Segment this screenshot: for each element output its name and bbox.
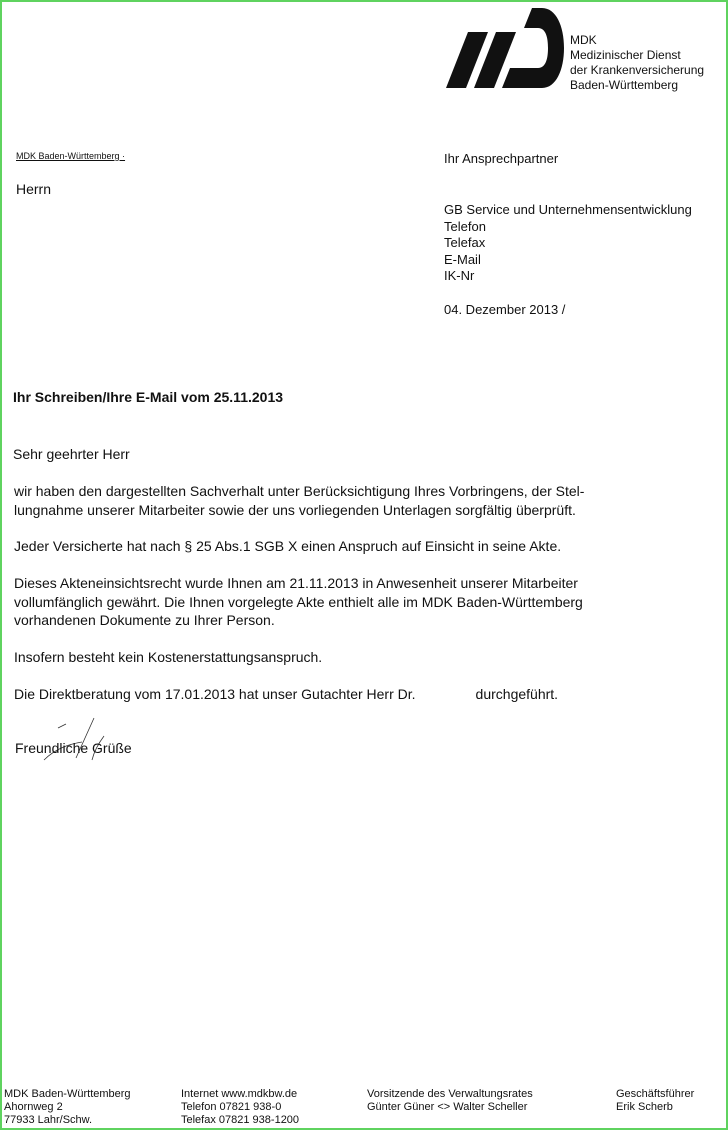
body-line: Dieses Akteneinsichtsrecht wurde Ihnen am 21.11.2013 in Anwesenheit unserer Mitarbeiter <box>14 575 578 591</box>
letter-date: 04. Dezember 2013 / <box>444 302 566 317</box>
org-line: Baden-Württemberg <box>570 78 679 92</box>
footer-management <box>616 1088 694 1114</box>
org-line: der Krankenversicherung <box>570 63 705 77</box>
org-line: MDK <box>570 33 597 47</box>
contact-ik-label: IK-Nr <box>444 268 475 283</box>
contact-department: GB Service und Unternehmensentwicklung <box>444 202 692 217</box>
footer-line: Erik Scherb <box>616 1101 673 1113</box>
footer-contact <box>181 1088 299 1127</box>
sender-return-line: MDK Baden-Württemberg · <box>16 151 126 161</box>
salutation: Sehr geehrter Herr <box>13 446 130 462</box>
body-line: Insofern besteht kein Kostenerstattungsanspruch. <box>14 649 323 665</box>
paragraph-consultation <box>14 685 714 704</box>
contact-fax-label: Telefax <box>444 235 486 250</box>
contact-heading: Ihr Ansprechpartner <box>444 151 559 166</box>
footer-line: 77933 Lahr/Schw. <box>4 1114 93 1126</box>
footer-line: MDK Baden-Württemberg <box>4 1088 131 1100</box>
signature-scribble-icon <box>36 714 126 764</box>
org-line: Medizinischer Dienst <box>570 48 681 62</box>
consultation-text-end: durchgeführt. <box>475 686 559 702</box>
mdk-logo-icon <box>446 6 566 90</box>
contact-email-label: E-Mail <box>444 251 481 267</box>
footer-fax: Telefax 07821 938-1200 <box>181 1114 300 1126</box>
recipient: Herrn <box>16 181 52 197</box>
footer-line: Vorsitzende des Verwaltungsrates <box>367 1088 533 1100</box>
paragraph-access-granted <box>14 574 714 630</box>
footer-board <box>367 1088 533 1114</box>
org-name-block <box>570 33 704 93</box>
footer-website: Internet www.mdkbw.de <box>181 1088 298 1100</box>
footer-phone: Telefon 07821 938-0 <box>181 1101 282 1113</box>
footer-line: Geschäftsführer <box>616 1088 695 1100</box>
footer-address <box>4 1088 131 1127</box>
contact-phone-label: Telefon <box>444 218 486 234</box>
paragraph-no-reimbursement <box>14 648 714 667</box>
body-line <box>14 685 714 704</box>
footer-line: Günter Güner <> Walter Scheller <box>367 1101 528 1113</box>
letter-subject: Ihr Schreiben/Ihre E-Mail vom 25.11.2013 <box>13 389 284 405</box>
paragraph-right-of-access <box>14 537 714 556</box>
paragraph-review <box>14 482 714 519</box>
body-line: vollumfänglich gewährt. Die Ihnen vorgelegte Akte enthielt alle im MDK Baden-Württemberg <box>14 593 583 610</box>
body-line: wir haben den dargestellten Sachverhalt unter Berücksichtigung Ihres Vorbringens, der Stel- <box>14 483 585 499</box>
consultation-text: Die Direktberatung vom 17.01.2013 hat unser Gutachter Herr Dr. <box>14 686 416 702</box>
body-line: Jeder Versicherte hat nach § 25 Abs.1 SGB X einen Anspruch auf Einsicht in seine Akte. <box>14 538 562 554</box>
footer-line: Ahornweg 2 <box>4 1101 63 1113</box>
body-line: lungnahme unserer Mitarbeiter sowie der uns vorliegenden Unterlagen sorgfältig überprüft. <box>14 501 576 518</box>
contact-details <box>444 202 692 285</box>
body-line: vorhandenen Dokumente zu Ihrer Person. <box>14 612 275 628</box>
closing-greeting: Freundliche Grüße <box>15 740 132 756</box>
